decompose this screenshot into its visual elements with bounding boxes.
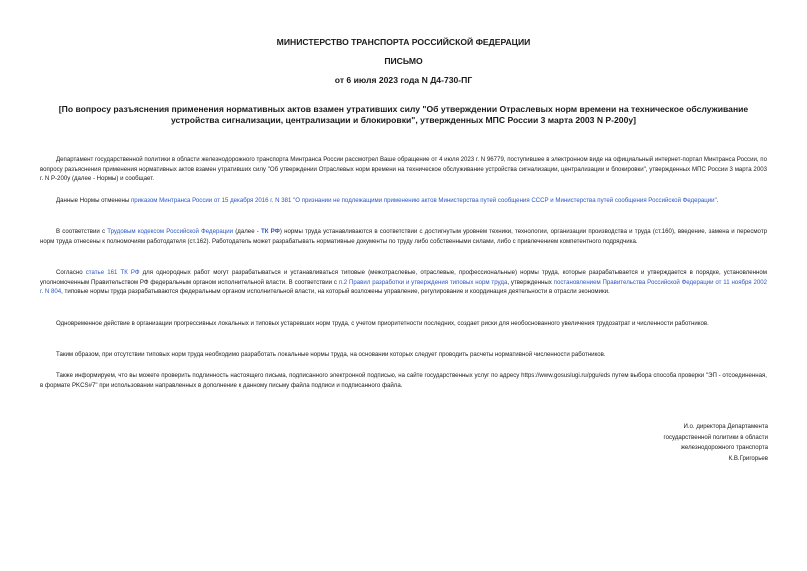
paragraph-1: Департамент государственной политики в области железнодорожного транспорта Минтранса России рассмотрел Ваше обращение от 4 июля 2023 г. N 96779, поступившее в электронном виде на официальный интернет-портал Минтранса России, по вопросу разъяснения применения нормативных актов взамен утративших силу "Об утверждении Отраслевых норм времени на техническое обслуживание устройства сигнализации, централизации и блокировки", утвержденных МПС России 3 марта 2003 г. N Р-200у (далее - Нормы) и сообщает.	[40, 156, 767, 183]
paragraph-4-text-pre: Согласно	[56, 269, 86, 276]
paragraph-5: Одновременное действие в организации прогрессивных локальных и типовых устаревших норм труда, с учетом приоритетности последних, создает риски для необоснованного увеличения трудозатрат и численности работников.	[56, 320, 709, 327]
tk-rf-link[interactable]: ТК РФ	[261, 228, 280, 235]
paragraph-2-text-post: .	[716, 197, 719, 204]
labor-code-link[interactable]: Трудовым кодексом Российской Федерации	[107, 228, 234, 235]
document-title: [По вопросу разъяснения применения нормативных актов взамен утративших силу "Об утверждении Отраслевых норм времени на техническое обслуживание устройства сигнализации, централизации и блокировки", утвержденных МПС России 3 марта 2003 N Р-200у]	[58, 104, 749, 125]
ministry-heading: МИНИСТЕРСТВО ТРАНСПОРТА РОССИЙСКОЙ ФЕДЕРАЦИИ	[276, 37, 531, 47]
signature-department-cont: железнодорожного транспорта	[680, 444, 768, 452]
article-161-link[interactable]: статье 161 ТК РФ	[85, 269, 140, 276]
paragraph-3-text-mid: (далее -	[233, 228, 262, 235]
signature-name: К.В.Григорьев	[728, 455, 768, 463]
document-type: ПИСЬМО	[384, 56, 423, 66]
paragraph-3-text-post: ) нормы труда устанавливаются в соответствии с достигнутым уровнем техники, технологии, организации производства и труда (ст.160), введение, замена и пересмотр норм труда отнесены к полномочиям работодателя (ст.162). Работодатель может разрабатывать нормативные документы по труду либо собственными силами, либо с привлечением компетентного подрядчика.	[40, 228, 767, 245]
paragraph-4-text-mid2: , утвержденных	[507, 278, 554, 286]
signature-department: государственной политики в области	[663, 433, 768, 441]
paragraph-6: Таким образом, при отсутствии типовых норм труда необходимо разработать локальные нормы труда, на основании которых следует проводить расчеты нормативной численности работников.	[56, 351, 606, 358]
paragraph-2	[40, 196, 767, 206]
order-381-link[interactable]: приказом Минтранса России от 15 декабря 2016 г. N 381 "О признании не подлежащими применению актов Министерства путей сообщения СССР и Министерства путей сообщения Российской Федерации"	[130, 197, 717, 204]
document-date-number: от 6 июля 2023 года N Д4-730-ПГ	[334, 75, 473, 85]
signature-block	[600, 422, 768, 465]
paragraph-7: Также информируем, что вы можете проверить подлинность настоящего письма, подписанного электронной подписью, на сайте государственных услуг по адресу https://www.gosuslugi.ru/pgu/eds путем выбора способа проверки "ЭП - отсоединенная, в формате PKCS#7" при использовании направленных в дополнение к данному письму файла подписи и подписанного файла.	[40, 372, 767, 389]
paragraph-4	[40, 268, 767, 297]
rules-p2-link[interactable]: п.2 Правил разработки и утверждения типовых норм труда	[338, 278, 508, 286]
paragraph-4-text-post: , типовые нормы труда разрабатываются федеральным органом исполнительной власти, на который возложены управление, регулирование и координация деятельности в отрасли экономики.	[61, 288, 610, 296]
paragraph-2-text-pre: Данные Нормы отменены	[56, 197, 131, 204]
paragraph-3	[40, 227, 767, 246]
paragraph-3-text-pre: В соответствии с	[56, 228, 108, 235]
paragraph-4-text-mid1: для однородных работ могут разрабатываться и устанавливаться типовые (межотраслевые, отраслевые, профессиональные) нормы труда, которые разрабатывается и утверждается в порядке, установленном уполномоченным Правительством РФ федеральным органом исполнительной власти. В соответствии с	[40, 269, 767, 286]
signature-position: И.о. директора Департамента	[683, 423, 768, 430]
resolution-804-link[interactable]: постановлением Правительства Российской Федерации от 11 ноября 2002 г. N 804	[40, 278, 767, 296]
